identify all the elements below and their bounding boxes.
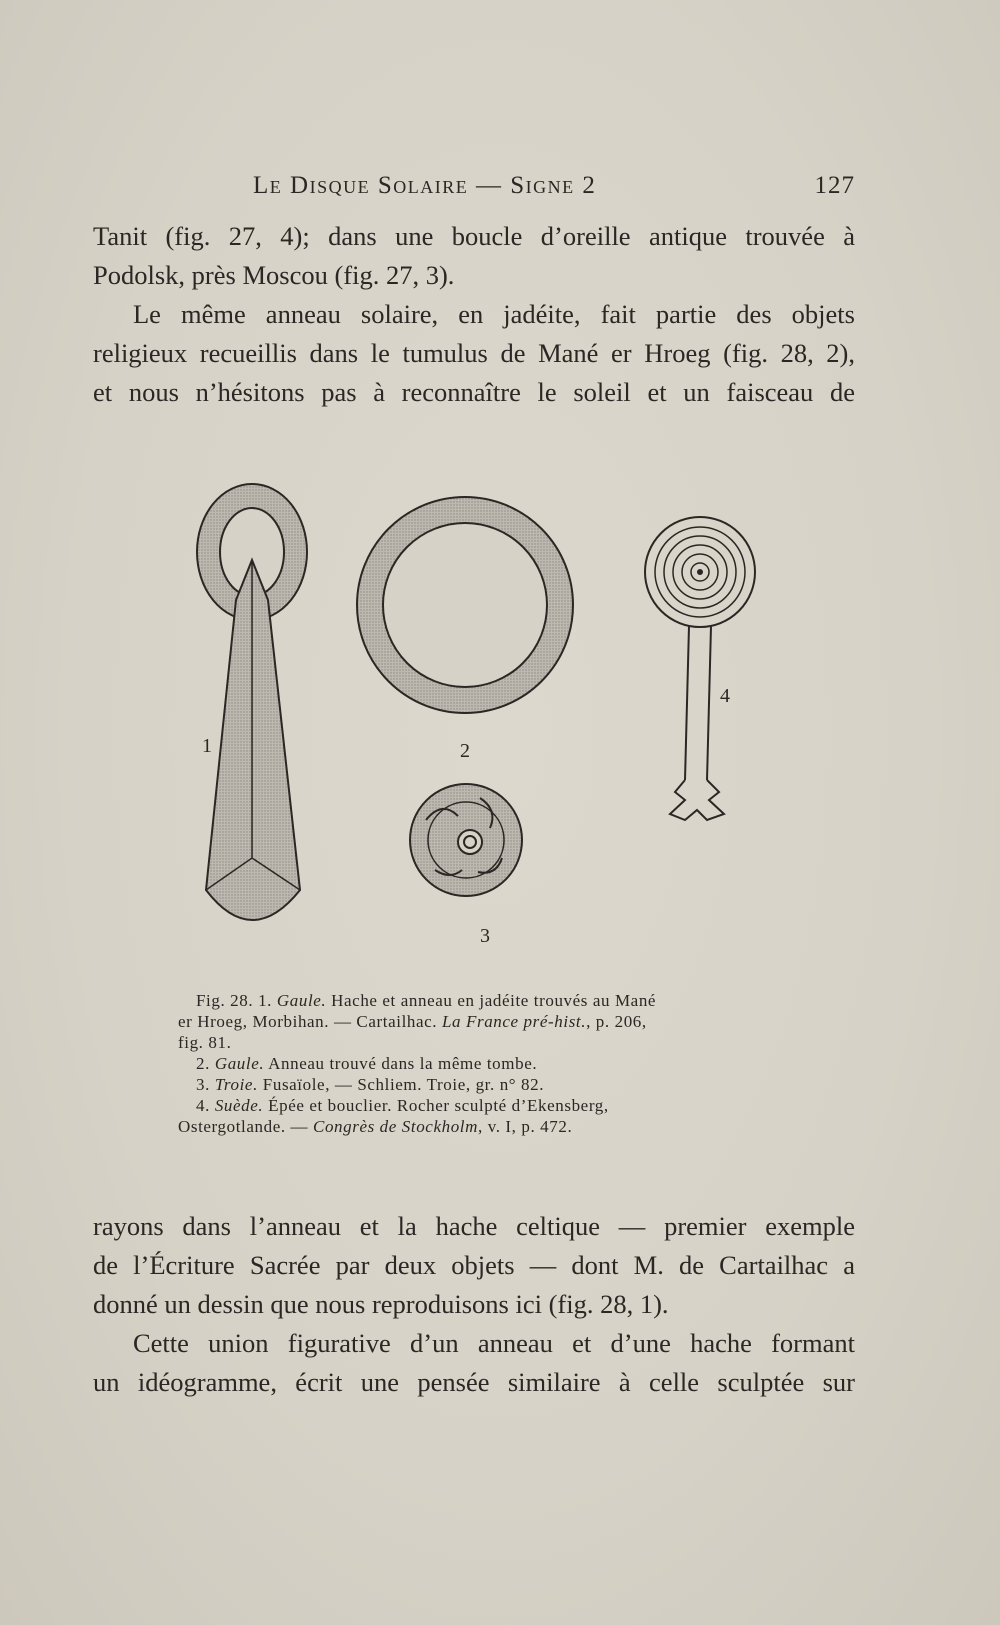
caption-text: Ostergotlande. —	[178, 1117, 314, 1136]
caption-text: Épée et bouclier. Rocher sculpté d’Ekensberg,	[263, 1096, 609, 1115]
figure-caption	[178, 990, 778, 1137]
caption-place: Troie.	[214, 1075, 258, 1094]
caption-line	[178, 1053, 778, 1074]
text-line: de l’Écriture Sacrée par deux objets — dont M. de Cartailhac a	[93, 1250, 855, 1280]
caption-text: 2.	[196, 1054, 215, 1073]
caption-place: Suède.	[214, 1096, 264, 1115]
caption-line	[178, 990, 778, 1011]
caption-text: er Hroeg, Morbihan. — Cartailhac.	[178, 1012, 442, 1031]
text-line: un idéogramme, écrit une pensée similaire à celle sculptée sur	[93, 1367, 855, 1397]
text-line: et nous n’hésitons pas à reconnaître le soleil et un faisceau de	[93, 377, 855, 407]
body-text-top	[93, 217, 855, 412]
figure-label-1: 1	[202, 735, 212, 757]
running-header	[93, 172, 855, 206]
caption-text: Hache et anneau en jadéite trouvés au Mané	[326, 991, 657, 1010]
figure-illustration	[180, 480, 780, 950]
caption-line	[178, 1095, 778, 1116]
caption-line	[178, 1074, 778, 1095]
caption-line	[178, 1011, 778, 1032]
figure-label-3: 3	[480, 925, 490, 947]
text-line: Tanit (fig. 27, 4); dans une boucle d’oreille antique trouvée à	[93, 221, 855, 251]
text-line: rayons dans l’anneau et la hache celtique — premier exemple	[93, 1211, 855, 1241]
axe-and-ring-drawing	[197, 484, 307, 920]
figure-label-4: 4	[720, 685, 730, 707]
caption-place: Gaule.	[276, 991, 327, 1010]
solar-ring-drawing	[357, 497, 573, 713]
caption-text: Fusaïole, — Schliem. Troie, gr. n° 82.	[257, 1075, 545, 1094]
caption-place: Gaule.	[214, 1054, 265, 1073]
text-line: religieux recueillis dans le tumulus de Mané er Hroeg (fig. 28, 2),	[93, 338, 855, 368]
spindle-whorl-drawing	[410, 784, 522, 896]
figure-28	[180, 480, 780, 950]
caption-text: , v. I, p. 472.	[478, 1117, 573, 1136]
running-title: Le Disque Solaire — Signe 2	[253, 172, 597, 199]
caption-source: Congrès de Stockholm	[313, 1117, 478, 1136]
caption-text: , p. 206,	[586, 1012, 647, 1031]
text-line: donné un dessin que nous reproduisons ici (fig. 28, 1).	[93, 1289, 669, 1319]
caption-text: 3.	[196, 1075, 215, 1094]
text-line: Cette union figurative d’un anneau et d’une hache formant	[133, 1328, 855, 1358]
caption-source: La France pré-hist.	[442, 1012, 587, 1031]
sword-shield-drawing	[645, 517, 755, 820]
body-text-bottom	[93, 1207, 855, 1402]
caption-text: Fig. 28. 1.	[196, 991, 277, 1010]
caption-text: 4.	[196, 1096, 215, 1115]
caption-text: Anneau trouvé dans la même tombe.	[264, 1054, 538, 1073]
caption-line	[178, 1116, 778, 1137]
figure-label-2: 2	[460, 740, 470, 762]
text-line: Podolsk, près Moscou (fig. 27, 3).	[93, 260, 455, 290]
text-line: Le même anneau solaire, en jadéite, fait partie des objets	[133, 299, 855, 329]
page-number: 127	[814, 172, 855, 199]
caption-line: fig. 81.	[178, 1033, 232, 1052]
